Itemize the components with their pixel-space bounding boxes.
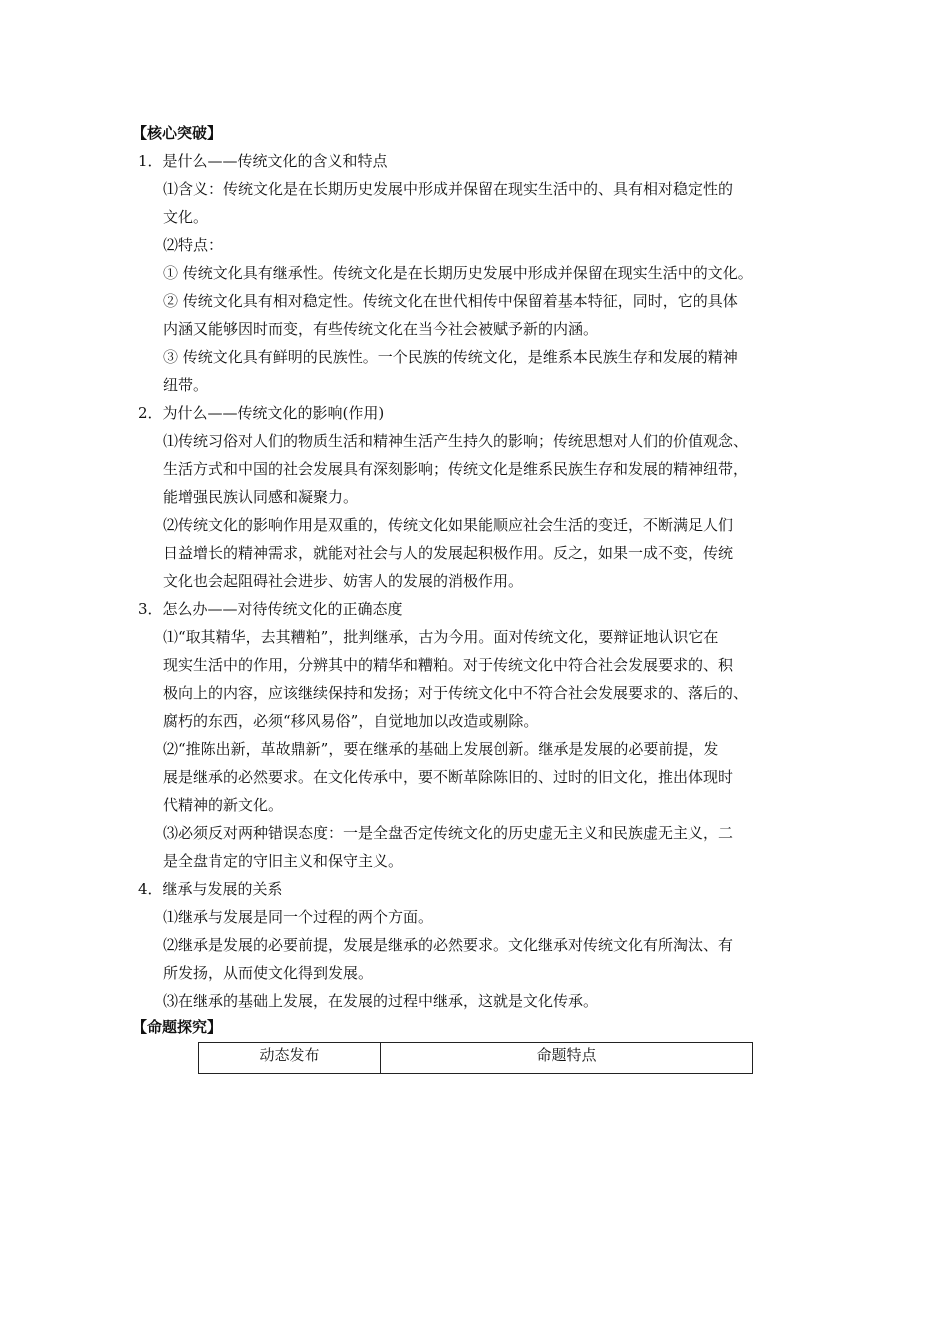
paragraph-line: ① 传统文化具有继承性。传统文化是在长期历史发展中形成并保留在现实生活中的文化。 xyxy=(163,264,753,282)
table-header-row xyxy=(199,1043,753,1074)
item-1-heading: 1．是什么——传统文化的含义和特点 xyxy=(138,152,388,170)
table-header-cell: 命题特点 xyxy=(381,1043,753,1074)
section-title-core: 【核心突破】 xyxy=(132,124,223,142)
paragraph-line: 生活方式和中国的社会发展具有深刻影响；传统文化是维系民族生存和发展的精神纽带， xyxy=(163,460,749,478)
paragraph-line: ⑵传统文化的影响作用是双重的，传统文化如果能顺应社会生活的变迁，不断满足人们 xyxy=(163,516,734,534)
item-2-heading: 2．为什么——传统文化的影响(作用) xyxy=(138,404,385,422)
paragraph-line: ⑴含义：传统文化是在长期历史发展中形成并保留在现实生活中的、具有相对稳定性的 xyxy=(163,180,734,198)
paragraph-line: ⑶在继承的基础上发展，在发展的过程中继承，这就是文化传承。 xyxy=(163,992,599,1010)
paragraph-line: 是全盘肯定的守旧主义和保守主义。 xyxy=(163,852,404,870)
paragraph-line: 腐朽的东西，必须“移风易俗”，自觉地加以改造或剔除。 xyxy=(163,712,539,730)
paragraph-line: 现实生活中的作用，分辨其中的精华和糟粕。对于传统文化中符合社会发展要求的、积 xyxy=(163,656,734,674)
paragraph-line: 内涵又能够因时而变，有些传统文化在当今社会被赋予新的内涵。 xyxy=(163,320,599,338)
paragraph-line: 所发扬，从而使文化得到发展。 xyxy=(163,964,374,982)
paragraph-line: 纽带。 xyxy=(163,376,209,394)
paragraph-line: 文化。 xyxy=(163,208,209,226)
paragraph-line: ⑵继承是发展的必要前提，发展是继承的必然要求。文化继承对传统文化有所淘汰、有 xyxy=(163,936,734,954)
paragraph-line: 文化也会起阻碍社会进步、妨害人的发展的消极作用。 xyxy=(163,572,524,590)
item-3-heading: 3．怎么办——对待传统文化的正确态度 xyxy=(138,600,403,618)
paragraph-line: ⑴继承与发展是同一个过程的两个方面。 xyxy=(163,908,434,926)
proposition-table xyxy=(198,1042,753,1074)
paragraph-line: ② 传统文化具有相对稳定性。传统文化在世代相传中保留着基本特征，同时，它的具体 xyxy=(163,292,738,310)
item-4-heading: 4．继承与发展的关系 xyxy=(138,880,283,898)
paragraph-line: 代精神的新文化。 xyxy=(163,796,284,814)
paragraph-line: 日益增长的精神需求，就能对社会与人的发展起积极作用。反之，如果一成不变，传统 xyxy=(163,544,734,562)
paragraph-line: ③ 传统文化具有鲜明的民族性。一个民族的传统文化，是维系本民族生存和发展的精神 xyxy=(163,348,738,366)
paragraph-line: ⑵“推陈出新，革故鼎新”，要在继承的基础上发展创新。继承是发展的必要前提，发 xyxy=(163,740,719,758)
paragraph-line: ⑶必须反对两种错误态度：一是全盘否定传统文化的历史虚无主义和民族虚无主义，二 xyxy=(163,824,734,842)
table-header-cell: 动态发布 xyxy=(199,1043,381,1074)
paragraph-line: ⑵特点： xyxy=(163,236,224,254)
paragraph-line: ⑴传统习俗对人们的物质生活和精神生活产生持久的影响；传统思想对人们的价值观念、 xyxy=(163,432,749,450)
paragraph-line: ⑴“取其精华，去其糟粕”，批判继承，古为今用。面对传统文化，要辩证地认识它在 xyxy=(163,628,719,646)
paragraph-line: 能增强民族认同感和凝聚力。 xyxy=(163,488,359,506)
paragraph-line: 展是继承的必然要求。在文化传承中，要不断革除陈旧的、过时的旧文化，推出体现时 xyxy=(163,768,734,786)
section-title-topic: 【命题探究】 xyxy=(132,1018,223,1036)
paragraph-line: 极向上的内容，应该继续保持和发扬；对于传统文化中不符合社会发展要求的、落后的、 xyxy=(163,684,749,702)
